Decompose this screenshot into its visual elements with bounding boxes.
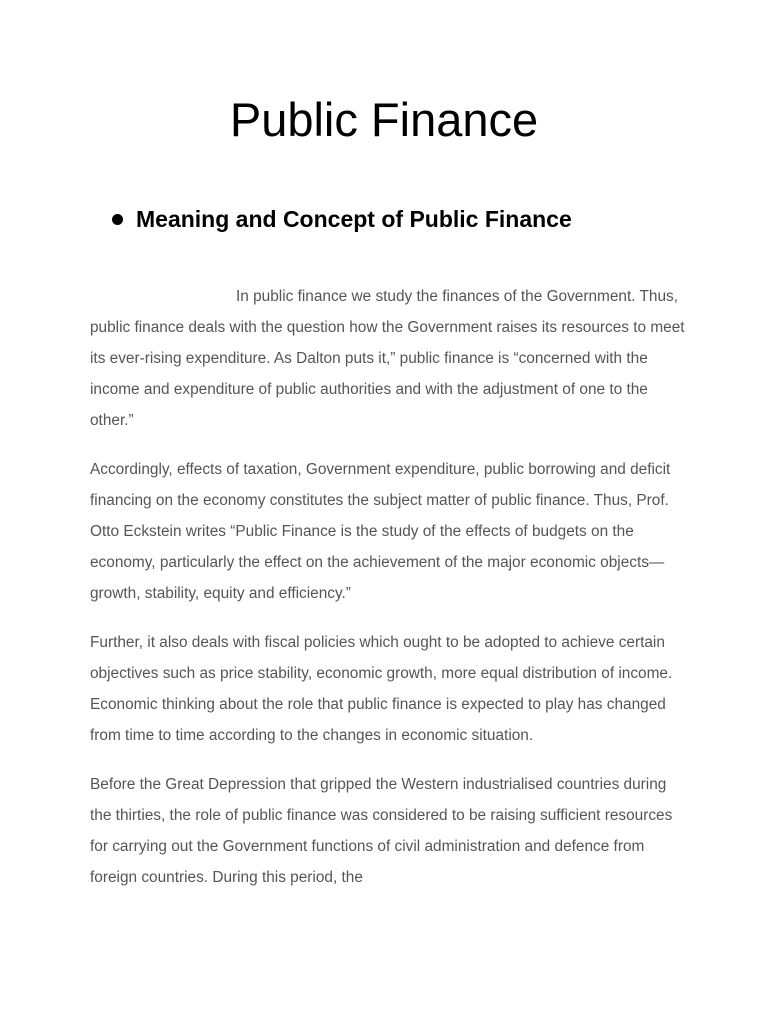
section-heading-text: Meaning and Concept of Public Finance [136,206,572,232]
paragraph: In public finance we study the finances of the Government. Thus, public finance deals with the question how the Government raises its resources to meet its ever-rising expenditure. As Dalton puts it,” public finance is “concerned with the income and expenditure of public authorities and with the adjustment of one to the other.” [90,288,685,429]
bullet-icon [112,214,123,225]
paragraph: Before the Great Depression that gripped the Western industrialised countries during the thirties, the role of public finance was considered to be raising sufficient resources for carrying out the Government functions of civil administration and defence from foreign countries. During this period, the [90,776,673,886]
page-title: Public Finance [229,93,539,146]
section-heading [112,203,572,235]
document-body [90,281,690,911]
paragraph: Accordingly, effects of taxation, Government expenditure, public borrowing and deficit financing on the economy constitutes the subject matter of public finance. Thus, Prof. Otto Eckstein writes “Public Finance is the study of the effects of budgets on the economy, particularly the effect on the achievement of the major economic objects—growth, stability, equity and efficiency.” [90,461,671,602]
paragraph: Further, it also deals with fiscal policies which ought to be adopted to achieve certain objectives such as price stability, economic growth, more equal distribution of income. Economic thinking about the role that public finance is expected to play has changed from time to time according to the changes in economic situation. [90,634,673,744]
